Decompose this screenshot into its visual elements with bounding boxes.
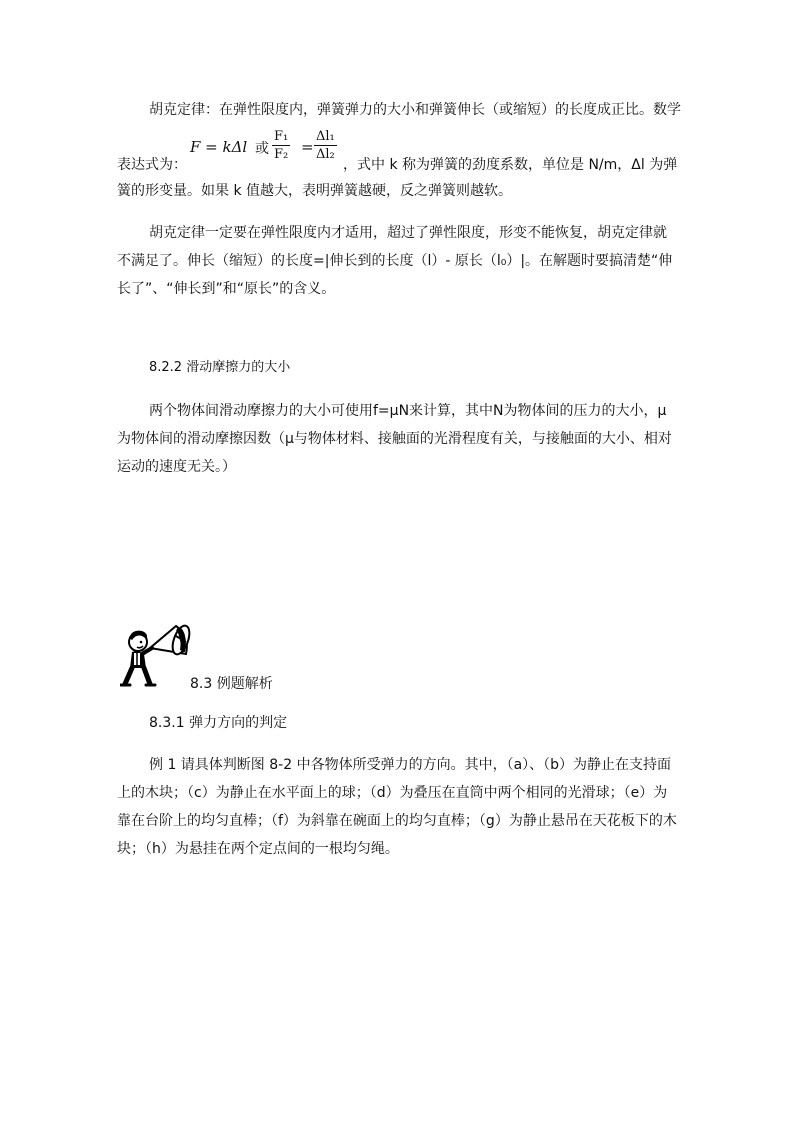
fraction-numerator: F₁ — [274, 129, 289, 144]
megaphone-man-illustration — [120, 612, 196, 688]
hooke-line-2: ，式中 k 称为弹簧的劲度系数，单位是 N/m，Δl 为弹 — [343, 157, 678, 173]
formula-label: 表达式为： — [117, 157, 187, 173]
example-1-paragraph: 例 1 请具体判断图 8-2 中各物体所受弹力的方向。其中，（a）、（b）为静止在支持面上的木块；（c）为静止在水平面上的球；（d）为叠压在直筒中两个相同的光滑球；（e）为靠在台阶上的均匀直棒；（f）为斜靠在碗面上的均匀直棒；（g）为静止悬吊在天花板下的木块；（h）为悬挂在两个定点间的一根均匀绳。 — [117, 757, 677, 857]
fraction-numerator: Δl₁ — [316, 129, 335, 144]
friction-paragraph: 两个物体间滑动摩擦力的大小可使用f=μN来计算，其中N为物体间的压力的大小，μ为物体间的滑动摩擦因数（μ与物体材料、接触面的光滑程度有关，与接触面的大小、相对运动的速度无关。） — [117, 403, 672, 475]
fraction-denominator: Δl₂ — [316, 147, 335, 162]
section-83-heading: 8.3 例题解析 — [190, 676, 273, 692]
formula-or: 或 — [255, 141, 269, 157]
hooke-note-paragraph: 胡克定律一定要在弹性限度内才适用，超过了弹性限度，形变不能恢复，胡克定律就不满足了。伸长（缩短）的长度=|伸长到的长度（l）- 原长（l₀）|。在解题时要搞清楚“伸长了”、“伸长到”和“原长”的含义。 — [117, 225, 673, 297]
hooke-line-3: 簧的形变量。如果 k 值越大，表明弹簧越硬，反之弹簧则越软。 — [117, 183, 513, 199]
formula-equals: = — [301, 138, 314, 156]
formula-fraction-length — [314, 128, 337, 163]
formula-lhs: F = kΔl — [190, 138, 248, 156]
megaphone-man-icon — [120, 612, 196, 688]
hooke-line-1: 胡克定律：在弹性限度内，弹簧弹力的大小和弹簧伸长（或缩短）的长度成正比。数学 — [149, 102, 681, 118]
section-831-heading: 8.3.1 弹力方向的判定 — [149, 715, 288, 731]
section-822-heading: 8.2.2 滑动摩擦力的大小 — [149, 360, 291, 375]
fraction-denominator: F₂ — [274, 147, 289, 162]
formula-fraction-force — [272, 128, 290, 163]
